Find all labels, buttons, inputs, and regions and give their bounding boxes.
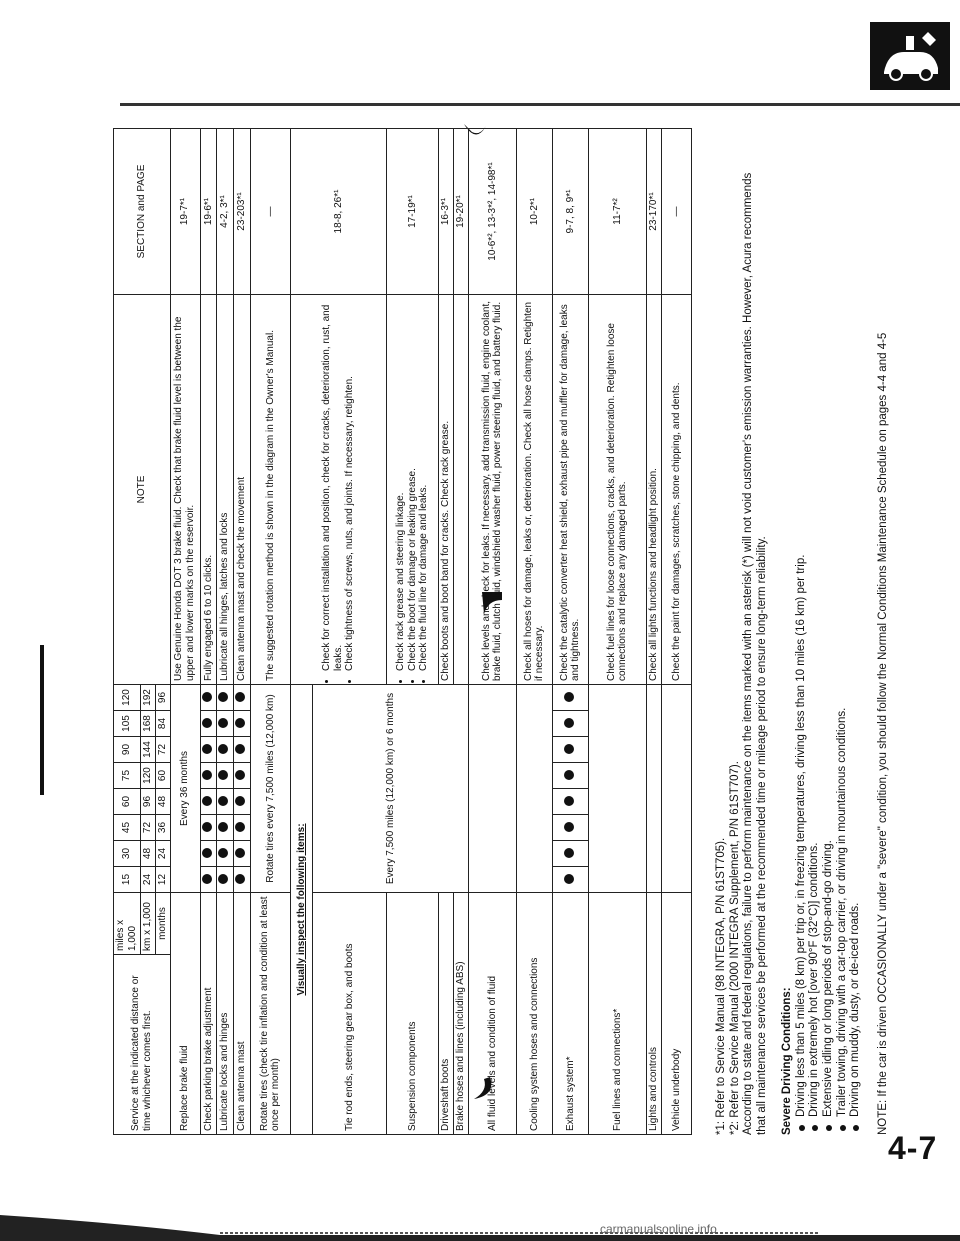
months-col: 48 — [155, 789, 170, 815]
item-label: Suspension components — [386, 893, 438, 1135]
warranty-text: According to state and federal regulations, failure to perform maintenance on the items marked with an asterisk (*) will not void customer's emission warranties. However, Acura recommends that all maintenance services be performed at the recommended time or mileage period to ensure long-term reliability. — [742, 172, 768, 1135]
section-ref: 9-7, 8, 9*¹ — [552, 129, 588, 295]
service-dot — [202, 719, 212, 729]
binding-edge-mark — [40, 645, 44, 795]
service-dot — [218, 823, 228, 833]
car-lift-icon — [870, 22, 950, 90]
service-dot — [218, 797, 228, 807]
table-row — [552, 129, 588, 1135]
item-label: Exhaust system* — [552, 893, 588, 1135]
service-dot — [564, 719, 574, 729]
interval-text: Every 36 months — [170, 685, 200, 893]
binding-shadow — [0, 1195, 960, 1241]
service-dot — [564, 797, 574, 807]
footnote-ref2: *2: Refer to Service Manual (2000 INTEGRA Supplement, P/N 61ST707). — [728, 761, 741, 1135]
months-col: 36 — [155, 815, 170, 841]
item-label: Clean antenna mast — [234, 893, 251, 1135]
table-row — [588, 129, 646, 1135]
severe-list — [795, 155, 863, 1135]
miles-col: 45 — [114, 815, 141, 841]
miles-col: 15 — [114, 867, 141, 893]
item-label: All fluid levels and condition of fluid — [468, 893, 516, 1135]
km-col: 144 — [140, 737, 155, 763]
maintenance-schedule-table — [113, 128, 692, 1135]
unit-miles: miles x 1,000 — [114, 893, 141, 955]
service-dot — [235, 719, 245, 729]
item-label: Rotate tires (check tire inflation and condition at least once per month) — [250, 893, 290, 1135]
km-col: 120 — [140, 763, 155, 789]
table-row — [646, 129, 661, 1135]
service-dot — [235, 771, 245, 781]
service-dot — [202, 771, 212, 781]
service-dot — [564, 771, 574, 781]
service-dot — [235, 823, 245, 833]
miles-col: 90 — [114, 737, 141, 763]
note-text: Check fuel lines for loose connections, cracks, and deterioration. Retighten loose connections and replace any damaged parts. — [588, 295, 646, 685]
km-col: 96 — [140, 789, 155, 815]
interval-text: Every 7,500 miles (12,000 km) or 6 months — [312, 685, 468, 893]
item-label: Fuel lines and connections* — [588, 893, 646, 1135]
months-col: 12 — [155, 867, 170, 893]
service-dot — [202, 875, 212, 885]
note-list — [290, 295, 386, 685]
table-row — [438, 129, 453, 1135]
unit-months: months — [155, 893, 170, 955]
section-ref: 17-19*¹ — [386, 129, 438, 295]
table-row — [234, 129, 251, 1135]
section-ref: 16-3*¹ — [438, 129, 453, 295]
list-item: Extensive idling or long periods of stop-and-go driving. — [822, 155, 836, 1117]
table-row — [290, 129, 312, 1135]
service-dot — [235, 693, 245, 703]
km-col: 24 — [140, 867, 155, 893]
months-col: 72 — [155, 737, 170, 763]
table-row — [453, 129, 468, 1135]
table-row — [661, 129, 691, 1135]
item-label: Vehicle underbody — [661, 893, 691, 1135]
section-ref: 10-2*¹ — [516, 129, 552, 295]
item-label: Replace brake fluid — [170, 893, 200, 1135]
miles-col: 120 — [114, 685, 141, 711]
table-row — [200, 129, 217, 1135]
table-row — [468, 129, 516, 1135]
note-text: Fully engaged 6 to 10 clicks. — [200, 295, 217, 685]
section-ref: 10-6*², 13-3*², 14-98*¹ — [468, 129, 516, 295]
service-dot — [202, 849, 212, 859]
unit-km: km x 1,000 — [140, 893, 155, 955]
section-ref: 23-203*¹ — [234, 129, 251, 295]
service-dot — [202, 693, 212, 703]
miles-col: 75 — [114, 763, 141, 789]
section-ref: 11-7*² — [588, 129, 646, 295]
service-dot — [218, 849, 228, 859]
miles-col: 105 — [114, 711, 141, 737]
section-ref: 19-6*¹ — [200, 129, 217, 295]
note-bullet: • Check rack grease and steering linkage. — [395, 298, 407, 671]
service-dot — [564, 849, 574, 859]
section-ref: 19-7*¹ — [170, 129, 200, 295]
section-ref: 19-20*¹ — [453, 129, 468, 295]
service-dot — [564, 745, 574, 755]
note-header: NOTE — [114, 295, 171, 685]
km-col: 48 — [140, 841, 155, 867]
note-list — [386, 295, 438, 685]
page-number: 4-7 — [888, 1130, 938, 1166]
watermark: carmanualsonline.info — [600, 1222, 717, 1236]
header-rule — [120, 103, 960, 106]
list-item: Trailer towing, driving with a car-top carrier, or driving in mountainous conditions. — [836, 155, 850, 1117]
service-dot — [202, 823, 212, 833]
item-label: Cooling system hoses and connections — [516, 893, 552, 1135]
section-ref: 23-170*¹ — [646, 129, 661, 295]
visual-inspect-header: Visually inspect the following items: — [290, 685, 312, 1135]
section-ref: — — [250, 129, 290, 295]
service-dot — [202, 745, 212, 755]
note-text: Check boots and boot band for cracks. Check rack grease. — [438, 295, 453, 685]
months-col: 96 — [155, 685, 170, 711]
table-row — [516, 129, 552, 1135]
section-ref: 18-8, 26*¹ — [290, 129, 386, 295]
note-text: The suggested rotation method is shown in the diagram in the Owner's Manual. — [250, 295, 290, 685]
item-label: Lubricate locks and hinges — [217, 893, 234, 1135]
service-dot — [235, 875, 245, 885]
service-dot — [218, 719, 228, 729]
section-ref: 4-2, 3*¹ — [217, 129, 234, 295]
item-label: Brake hoses and lines (including ABS) — [453, 893, 468, 1135]
note-text: Check all hoses for damage, leaks or, deterioration. Check all hose clamps. Retighten if necessary. — [516, 295, 552, 685]
footnotes — [715, 155, 890, 1135]
table-row — [217, 129, 234, 1135]
miles-col: 30 — [114, 841, 141, 867]
km-col: 192 — [140, 685, 155, 711]
service-dot — [564, 823, 574, 833]
note-bullet: • Check tightness of screws, nuts, and joints. If necessary, retighten. — [344, 298, 356, 671]
item-label: Check parking brake adjustment — [200, 893, 217, 1135]
service-label: Service at the indicated distance or time whichever comes first. — [114, 955, 171, 1135]
item-label: Lights and controls — [646, 893, 661, 1135]
note-text — [453, 295, 468, 685]
note-bullet: • Check the fluid line for damage and leaks. — [418, 298, 430, 671]
km-col: 72 — [140, 815, 155, 841]
list-item: Driving on muddy, dusty, or de-iced roads. — [849, 155, 863, 1117]
service-dot — [218, 745, 228, 755]
table-row — [386, 129, 438, 1135]
service-dot — [202, 797, 212, 807]
section-ref: — — [661, 129, 691, 295]
note-text: Check the catalytic converter heat shield, exhaust pipe and muffler for damage, leaks and tightness. — [552, 295, 588, 685]
service-dot — [235, 797, 245, 807]
months-col: 60 — [155, 763, 170, 789]
note-bullet: • Check for correct installation and position, check for cracks, deterioration, rust, and leaks. — [321, 298, 345, 671]
km-col: 168 — [140, 711, 155, 737]
service-dot — [218, 771, 228, 781]
item-label: Driveshaft boots — [438, 893, 453, 1135]
service-dot — [564, 693, 574, 703]
note-text: Check the paint for damages, scratches, stone chipping, and dents. — [661, 295, 691, 685]
note-bullet: • Check the boot for damage or leaking grease. — [407, 298, 419, 671]
interval-text: Rotate tires every 7,500 miles (12,000 km) — [250, 685, 290, 893]
list-item: Driving less than 5 miles (8 km) per trip or, in freezing temperatures, driving less than 10 miles (16 km) per trip. — [795, 155, 809, 1117]
months-col: 24 — [155, 841, 170, 867]
note-text: Lubricate all hinges, latches and locks — [217, 295, 234, 685]
note-text: Check all lights functions and headlight position. — [646, 295, 661, 685]
note-text: Use Genuine Honda DOT 3 brake fluid. Check that brake fluid level is between the upper and lower marks on the reservoir. — [170, 295, 200, 685]
service-dot — [235, 745, 245, 755]
service-dot — [564, 875, 574, 885]
service-dot — [235, 849, 245, 859]
severe-title: Severe Driving Conditions: — [781, 987, 794, 1135]
service-dot — [218, 693, 228, 703]
note-text: Check levels and check for leaks. If necessary, add transmission fluid, engine coolant, brake fluid, clutch fluid, windshield washer fluid, power steering fluid, and battery fluid. — [468, 295, 516, 685]
footnote-ref1: *1: Refer to Service Manual (98 INTEGRA, P/N 61ST705). — [715, 837, 727, 1135]
item-label: Tie rod ends, steering gear box, and boots — [312, 893, 386, 1135]
table-row — [250, 129, 290, 1135]
section-header: SECTION and PAGE — [114, 129, 171, 295]
months-col: 84 — [155, 711, 170, 737]
rotated-page — [105, 155, 945, 1155]
table-row — [170, 129, 200, 1135]
note-text: Clean antenna mast and check the movement — [234, 295, 251, 685]
final-note: NOTE: If the car is driven OCCASIONALLY under a "severe" condition, you should follow the Normal Conditions Maintenance Schedule on pages 4-4 and 4-5 — [876, 332, 889, 1135]
list-item: Driving in extremely hot [over 90°F (32°C)] conditions. — [808, 155, 822, 1117]
service-dot — [218, 875, 228, 885]
miles-col: 60 — [114, 789, 141, 815]
